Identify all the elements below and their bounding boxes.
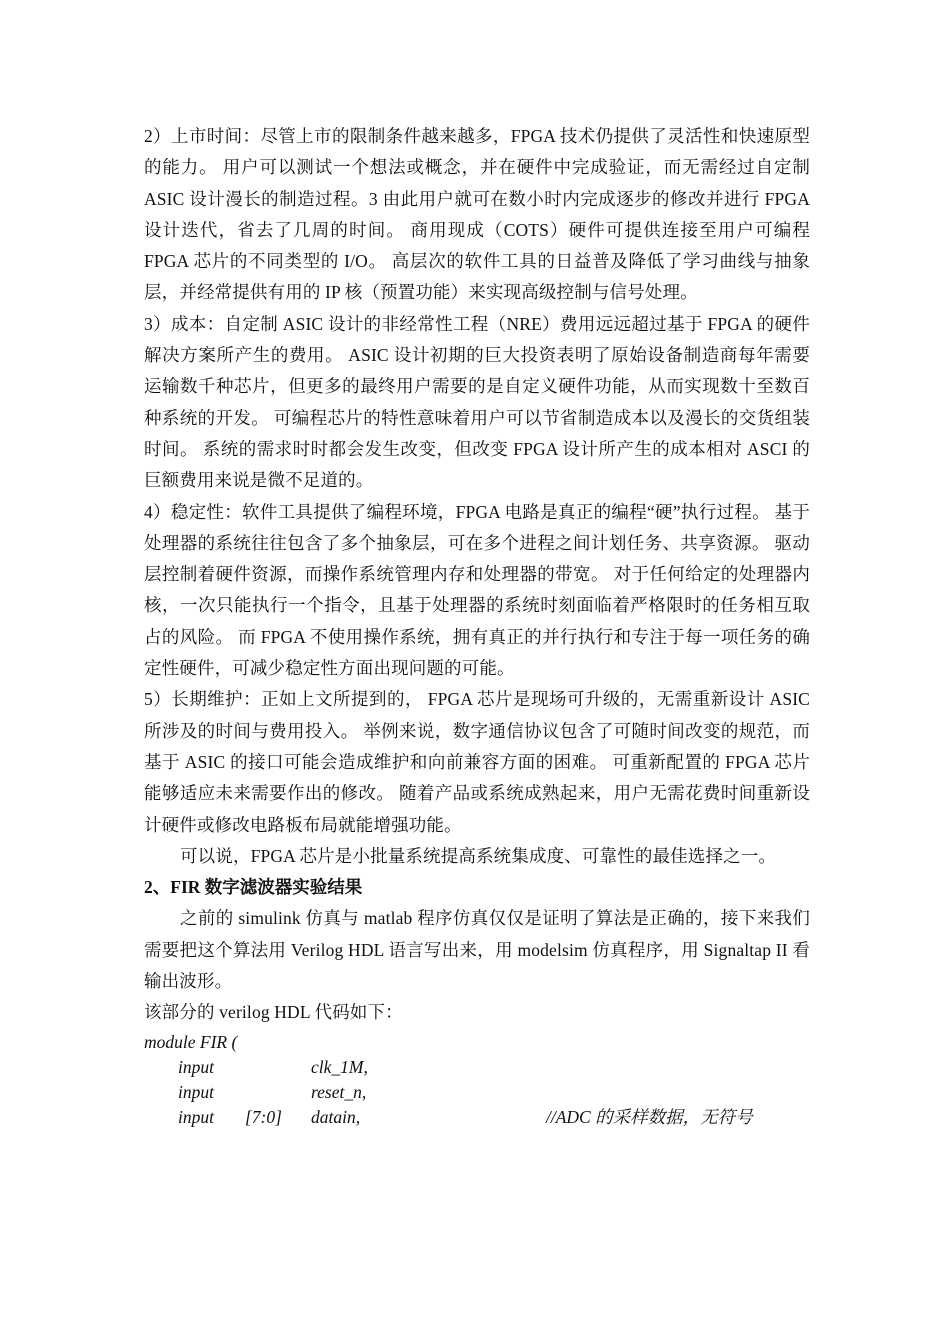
paragraph-maintenance: 5）长期维护：正如上文所提到的， FPGA 芯片是现场可升级的，无需重新设计 ASIC 所涉及的时间与费用投入。 举例来说，数字通信协议包含了可随时间改变的规范，而基于 ASIC 的接口可能会造成维护和向前兼容方面的困难。 可重新配置的 FPGA 芯片能够适应未来需要作出的修改。 随着产品或系统成熟起来，用户无需花费时间重新设计硬件或修改电路板布局就能增强功能。 (144, 689, 810, 835)
paragraph-stability: 4）稳定性：软件工具提供了编程环境，FPGA 电路是真正的编程“硬”执行过程。 基于处理器的系统往往包含了多个抽象层，可在多个进程之间计划任务、共享资源。 驱动层控制着硬件资源，而操作系统管理内存和处理器的带宽。 对于任何给定的处理器内核，一次只能执行一个指令，且基于处理器的系统时刻面临着严格限时的任务相互取占的风险。 而 FPGA 不使用操作系统，拥有真正的并行执行和专注于每一项任务的确定性硬件，可减少稳定性方面出现问题的可能。 (144, 501, 810, 679)
code-port-line (144, 1080, 810, 1105)
code-port-line (144, 1105, 810, 1130)
code-port-line (144, 1055, 810, 1080)
code-port-keyword: input (178, 1056, 214, 1077)
code-port-keyword: input (178, 1106, 214, 1127)
code-port-name: datain, (311, 1106, 361, 1127)
code-module-line: module FIR ( (144, 1031, 238, 1052)
code-port-name: clk_1M, (311, 1056, 368, 1077)
paragraph-conclusion: 可以说，FPGA 芯片是小批量系统提高系统集成度、可靠性的最佳选择之一。 (180, 845, 777, 866)
paragraph-cost: 3）成本：自定制 ASIC 设计的非经常性工程（NRE）费用远远超过基于 FPGA 的硬件解决方案所产生的费用。 ASIC 设计初期的巨大投资表明了原始设备制造商每年需要运输数千种芯片，但更多的最终用户需要的是自定义硬件功能，从而实现数十至数百种系统的开发。 可编程芯片的特性意味着用户可以节省制造成本以及漫长的交货组装时间。 系统的需求时时都会发生改变，但改变 FPGA 设计所产生的成本相对 ASCI 的巨额费用来说是微不足道的。 (144, 313, 810, 491)
code-intro: 该部分的 verilog HDL 代码如下： (144, 1002, 403, 1023)
code-block (144, 1029, 810, 1130)
paragraph-time-to-market: 2）上市时间：尽管上市的限制条件越来越多，FPGA 技术仍提供了灵活性和快速原型的能力。 用户可以测试一个想法或概念，并在硬件中完成验证，而无需经过自定制 ASIC 设计漫长的制造过程。3 由此用户就可在数小时内完成逐步的修改并进行 FPGA 设计迭代，省去了几周的时间。 商用现成（COTS）硬件可提供连接至用户可编程 FPGA 芯片的不同类型的 I/O。 高层次的软件工具的日益普及降低了学习曲线与抽象层，并经常提供有用的 IP 核（预置功能）来实现高级控制与信号处理。 (144, 126, 810, 303)
section-heading: 2、FIR 数字滤波器实验结果 (144, 877, 363, 898)
code-port-comment: //ADC 的采样数据，无符号 (546, 1106, 753, 1127)
code-port-width: [7:0] (245, 1106, 282, 1127)
document-body (144, 121, 810, 1130)
code-port-name: reset_n, (311, 1081, 367, 1102)
code-port-keyword: input (178, 1081, 214, 1102)
section-intro: 之前的 simulink 仿真与 matlab 程序仿真仅仅是证明了算法是正确的，接下来我们需要把这个算法用 Verilog HDL 语言写出来，用 modelsim 仿真程序，用 Signaltap II 看输出波形。 (144, 908, 810, 992)
